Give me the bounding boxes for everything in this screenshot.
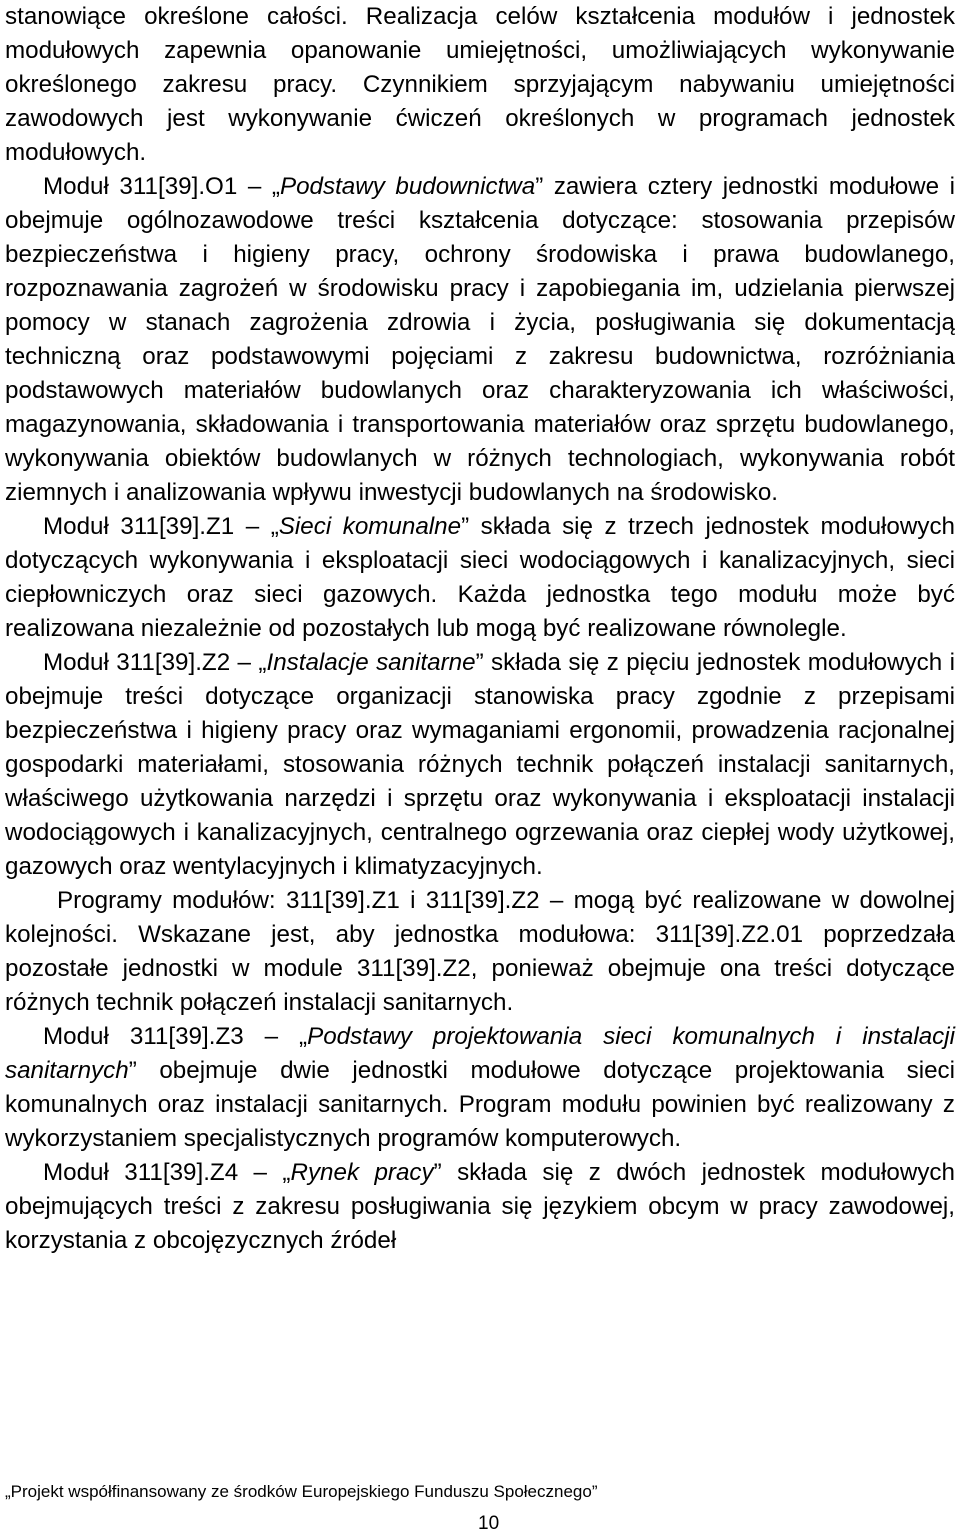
module-z2-title: Instalacje sanitarne <box>266 649 476 676</box>
module-o1-lead: Moduł 311[39].O1 – „ <box>43 173 280 200</box>
paragraph-module-z3 <box>5 1020 955 1156</box>
footer-project-note: „Projekt współfinansowany ze środków Europejskiego Funduszu Społecznego” <box>5 1482 598 1501</box>
page-number: 10 <box>478 1513 500 1534</box>
paragraph-intro: stanowiące określone całości. Realizacja celów kształcenia modułów i jednostek modułowych zapewnia opanowanie umiejętności, umożliwiających wykonywanie określonego zakresu pracy. Czynnikiem sprzyjającym nabywaniu umiejętności zawodowych jest wykonywanie ćwiczeń określonych w programach jednostek modułowych. <box>5 3 955 166</box>
paragraph-module-z4 <box>5 1156 955 1258</box>
module-z2-body: ” składa się z pięciu jednostek modułowych i obejmuje treści dotyczące organizacji stanowiska pracy zgodnie z przepisami bezpieczeństwa i higieny pracy oraz wymaganiami ergonomii, prowadzenia racjonalnej gospodarki materiałami, stosowania różnych technik połączeń instalacji sanitarnych, właściwego użytkowania narzędzi i sprzętu oraz wykonywania i eksploatacji instalacji wodociągowych i kanalizacyjnych, centralnego ogrzewania oraz ciepłej wody użytkowej, gazowych oraz wentylacyjnych i klimatyzacyjnych. <box>5 649 956 880</box>
document-page <box>5 0 955 1258</box>
paragraph-module-z2 <box>5 646 955 884</box>
module-z4-title: Rynek pracy <box>290 1159 434 1186</box>
module-o1-title: Podstawy budownictwa <box>279 173 536 200</box>
module-z1-body: ” składa się z trzech jednostek modułowych dotyczących wykonywania i eksploatacji sieci wodociągowych i kanalizacyjnych, sieci ciepłowniczych oraz sieci gazowych. Każda jednostka tego modułu może być realizowana niezależnie od pozostałych lub mogą być realizowane równolegle. <box>5 513 955 642</box>
module-z3-lead: Moduł 311[39].Z3 – „ <box>43 1023 308 1050</box>
paragraph-module-z1 <box>5 510 955 646</box>
module-z1-title: Sieci komunalne <box>278 513 462 540</box>
module-z1-lead: Moduł 311[39].Z1 – „ <box>43 513 279 540</box>
module-z3-body: ” obejmuje dwie jednostki modułowe dotyczące projektowania sieci komunalnych oraz instalacji sanitarnych. Program modułu powinien być realizowany z wykorzystaniem specjalistycznych programów komputerowych. <box>5 1057 955 1152</box>
module-z3-title: Podstawy projektowania sieci komunalnych i instalacji sanitarnych <box>5 1023 955 1084</box>
module-o1-body: ” zawiera cztery jednostki modułowe i obejmuje ogólnozawodowe treści kształcenia dotyczące: stosowania przepisów bezpieczeństwa i higieny pracy, ochrony środowiska i prawa budowlanego, rozpoznawania zagrożeń w środowisku pracy i zapobiegania im, udzielania pierwszej pomocy w stanach zagrożenia zdrowia i życia, posługiwania się dokumentacją techniczną oraz podstawowymi pojęciami z zakresu budownictwa, rozróżniania podstawowych materiałów budowlanych oraz charakteryzowania ich właściwości, magazynowania, składowania i transportowania materiałów oraz sprzętu budowlanego, wykonywania obiektów budowlanych w różnych technologiach, wykonywania robót ziemnych i analizowania wpływu inwestycji budowlanych na środowisko. <box>5 173 956 506</box>
module-z2-lead: Moduł 311[39].Z2 – „ <box>43 649 267 676</box>
paragraph-module-o1 <box>5 170 955 510</box>
paragraph-module-order: Programy modułów: 311[39].Z1 i 311[39].Z2 – mogą być realizowane w dowolnej kolejności. Wskazane jest, aby jednostka modułowa: 311[39].Z2.01 poprzedzała pozostałe jednostki w module 311[39].Z2, ponieważ obejmuje ona treści dotyczące różnych technik połączeń instalacji sanitarnych. <box>5 887 955 1016</box>
module-z4-body: ” składa się z dwóch jednostek modułowych obejmujących treści z zakresu posługiwania się językiem obcym w pracy zawodowej, korzystania z obcojęzycznych źródeł <box>5 1159 955 1254</box>
module-z4-lead: Moduł 311[39].Z4 – „ <box>43 1159 291 1186</box>
